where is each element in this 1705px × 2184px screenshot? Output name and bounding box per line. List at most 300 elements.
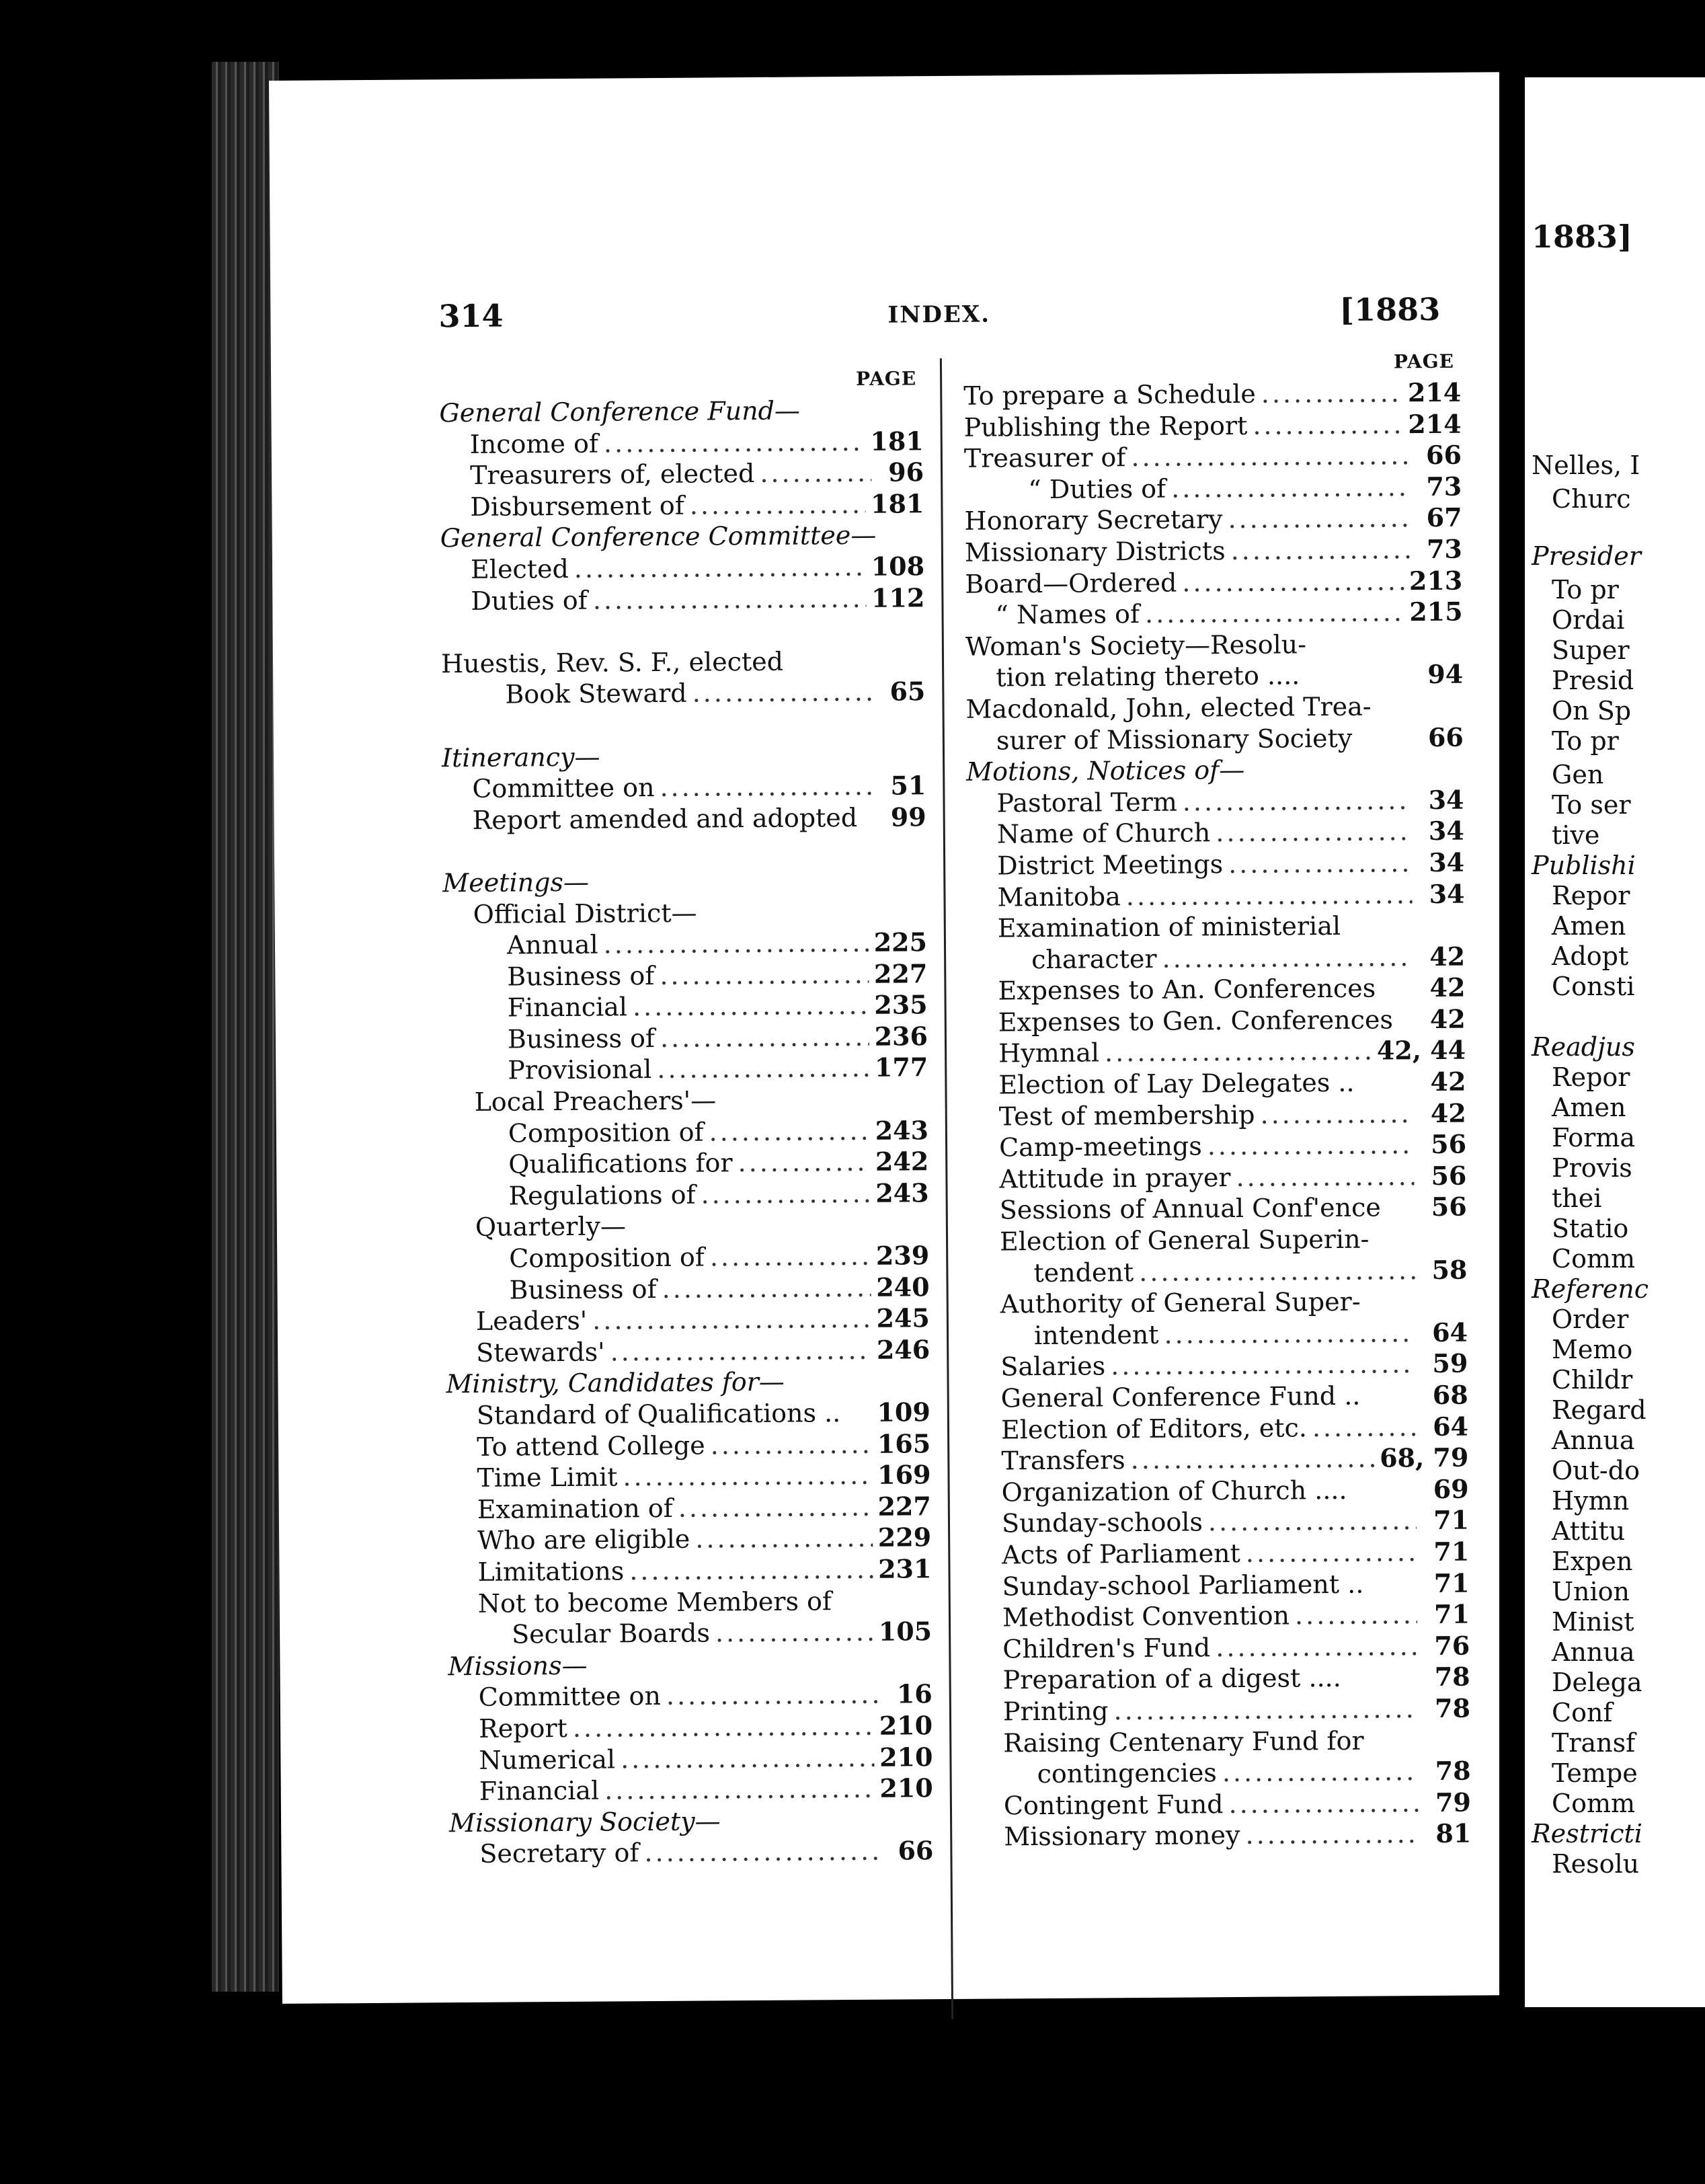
- index-entry-text: Sunday-school Parliament ..: [1002, 1569, 1364, 1602]
- leader-dots: [666, 1679, 880, 1712]
- index-entry-text: character: [1031, 943, 1157, 974]
- index-entry: [442, 770, 926, 805]
- leader-dots: [1222, 1756, 1419, 1789]
- index-entry: [965, 627, 1463, 662]
- index-entry: [967, 878, 1464, 913]
- index-entry-text: Ministry, Candidates for—: [446, 1367, 785, 1399]
- leader-dots: [805, 419, 871, 420]
- index-page-ref: 240: [876, 1271, 930, 1302]
- leader-dots: [662, 1272, 871, 1304]
- index-entry: [967, 941, 1465, 976]
- index-entry-text: Sunday-schools: [1001, 1507, 1203, 1538]
- index-entry: [964, 471, 1462, 506]
- index-spacer: [442, 833, 926, 868]
- index-entry: [973, 1756, 1470, 1791]
- index-page-ref: 56: [1431, 1160, 1467, 1191]
- leader-dots: [593, 1672, 880, 1674]
- leader-dots: [1228, 503, 1409, 535]
- index-page-ref: 109: [877, 1397, 931, 1428]
- index-entry: [966, 722, 1464, 756]
- facing-page-line: Out-do: [1552, 1456, 1640, 1485]
- index-entry-text: Methodist Convention: [1002, 1600, 1290, 1633]
- leader-dots: [703, 920, 875, 921]
- index-list-left: [439, 394, 933, 1870]
- index-entry-text: Expenses to An. Conferences: [998, 973, 1376, 1006]
- facing-page-line: Statio: [1552, 1214, 1629, 1243]
- leader-dots: [660, 771, 873, 804]
- index-entry-text: Name of Church: [996, 818, 1211, 849]
- leader-dots: [738, 1146, 870, 1179]
- leader-dots: [1131, 1443, 1375, 1476]
- index-page-ref: 66: [1425, 439, 1462, 471]
- index-entry-text: Contingent Fund: [1003, 1789, 1224, 1821]
- index-heading: [440, 520, 924, 555]
- leader-dots: [1216, 816, 1412, 849]
- index-page-ref: 42: [1429, 972, 1466, 1003]
- index-page-ref: 112: [871, 582, 925, 613]
- index-page-ref: 59: [1432, 1348, 1468, 1379]
- index-entry: [971, 1411, 1468, 1446]
- index-heading: [442, 739, 926, 774]
- leader-dots: [593, 582, 867, 615]
- index-page-ref: 34: [1429, 847, 1465, 878]
- facing-page-line: Repor: [1552, 881, 1630, 910]
- index-entry: [967, 972, 1465, 1007]
- index-page-ref: 68: [1432, 1379, 1468, 1410]
- index-heading: [449, 1804, 933, 1839]
- index-page-ref: 56: [1431, 1128, 1467, 1160]
- index-page-ref: 34: [1429, 878, 1465, 909]
- leader-dots: [690, 489, 866, 521]
- index-entry: [446, 1459, 930, 1494]
- index-entry: [968, 1003, 1466, 1038]
- index-page-ref: 42: [1429, 941, 1466, 972]
- facing-page: [1525, 77, 1705, 2007]
- index-page-ref: 66: [1427, 722, 1464, 752]
- index-entry: [443, 958, 927, 993]
- leader-dots: [721, 1108, 875, 1109]
- index-entry-text: contingencies: [1037, 1758, 1218, 1789]
- leader-dots: [760, 457, 871, 490]
- index-page-ref: 68, 79: [1379, 1442, 1469, 1473]
- index-entry: [965, 659, 1463, 694]
- index-page-ref: 225: [873, 927, 928, 958]
- index-entry: [969, 1097, 1466, 1132]
- index-entry-text: Composition of: [508, 1117, 704, 1148]
- index-page-ref: 69: [1433, 1473, 1469, 1504]
- index-entry-text: tion relating thereto ....: [996, 660, 1300, 693]
- index-entry-text: Election of Lay Delegates ..: [998, 1067, 1355, 1100]
- index-entry-text: Disbursement of: [470, 490, 684, 522]
- index-entry: [970, 1286, 1468, 1321]
- leader-dots: [1370, 1749, 1419, 1750]
- running-year: [1883: [1339, 290, 1441, 328]
- leader-dots: [1105, 1036, 1372, 1068]
- index-entry-text: Report: [478, 1713, 568, 1744]
- index-entry: [446, 1334, 930, 1369]
- index-entry-text: Missionary money: [1004, 1820, 1240, 1852]
- index-entry: [443, 896, 927, 931]
- facing-page-line: On Sp: [1552, 696, 1632, 726]
- index-entry: [972, 1505, 1469, 1540]
- index-entry: [444, 1083, 928, 1118]
- index-page-ref: 73: [1426, 533, 1463, 564]
- index-entry-text: Duties of: [471, 585, 588, 616]
- leader-dots: [604, 426, 865, 459]
- index-entry: [971, 1442, 1468, 1477]
- index-entry: [969, 1129, 1466, 1164]
- leader-dots: [1305, 684, 1411, 685]
- facing-page-line: Restricti: [1532, 1819, 1642, 1848]
- index-entry-text: Huestis, Rev. S. F., elected: [440, 646, 784, 678]
- index-entry: [963, 377, 1461, 412]
- facing-page-year: 1883]: [1532, 219, 1632, 255]
- leader-dots: [1365, 1404, 1415, 1405]
- facing-page-line: Ordai: [1552, 605, 1625, 635]
- index-entry: [447, 1522, 931, 1557]
- index-entry-text: General Conference Fund—: [439, 395, 801, 428]
- index-entry-text: Official District—: [473, 898, 697, 929]
- facing-page-line: Amen: [1552, 1093, 1626, 1122]
- index-entry-text: Elected: [470, 553, 569, 584]
- index-page-ref: 42: [1430, 1097, 1466, 1128]
- index-page-ref: 181: [870, 425, 924, 457]
- leader-dots: [710, 1241, 871, 1273]
- index-page-ref: 73: [1426, 471, 1462, 502]
- index-page-ref: 76: [1434, 1630, 1470, 1661]
- index-entry-text: “ Names of: [995, 599, 1140, 630]
- index-page-ref: 51: [890, 770, 926, 801]
- index-column-left: [439, 367, 934, 1870]
- index-entry: [965, 565, 1462, 600]
- index-heading: [448, 1647, 932, 1682]
- index-entry: [969, 1223, 1467, 1258]
- index-entry-text: Motions, Notices of—: [966, 755, 1245, 787]
- index-entry: [449, 1772, 933, 1807]
- facing-page-line: To pr: [1552, 726, 1619, 756]
- leader-dots: [726, 1828, 881, 1830]
- index-entry-text: “ Duties of: [1028, 473, 1166, 504]
- facing-page-line: Gen: [1552, 760, 1604, 789]
- index-entry: [445, 1240, 929, 1275]
- index-entry: [972, 1536, 1469, 1571]
- index-page-ref: 246: [876, 1333, 930, 1365]
- leader-dots: [715, 1616, 873, 1649]
- index-entry-text: General Conference Committee—: [440, 520, 877, 553]
- index-page-ref: 210: [879, 1772, 933, 1803]
- page-title: INDEX.: [887, 301, 991, 329]
- leader-dots: [711, 1428, 873, 1460]
- index-entry-text: To prepare a Schedule: [963, 379, 1256, 411]
- facing-page-line: Consti: [1552, 972, 1635, 1001]
- index-entry-text: tendent: [1033, 1257, 1134, 1288]
- index-entry-text: Standard of Qualifications ..: [476, 1398, 841, 1430]
- index-entry: [444, 1146, 928, 1181]
- index-entry-text: Meetings—: [442, 867, 590, 898]
- leader-dots: [1236, 1161, 1414, 1193]
- facing-page-line: Conf: [1552, 1698, 1613, 1727]
- leader-dots: [610, 1335, 871, 1368]
- index-entry-text: Leaders': [475, 1305, 588, 1337]
- index-entry-text: Raising Centenary Fund for: [1003, 1725, 1364, 1758]
- leader-dots: [790, 1390, 878, 1391]
- leader-dots: [1171, 471, 1409, 504]
- index-entry-text: Test of membership: [998, 1099, 1255, 1132]
- index-page-ref: 243: [875, 1114, 929, 1146]
- index-entry-text: Business of: [507, 960, 655, 992]
- facing-page-line: Transf: [1552, 1728, 1636, 1758]
- book-page-edges: [212, 62, 279, 1992]
- index-entry: [441, 676, 925, 711]
- index-entry-text: Hymnal: [998, 1038, 1100, 1068]
- index-page-ref: 181: [870, 488, 924, 519]
- index-entry: [447, 1553, 931, 1588]
- facing-page-line: thei: [1552, 1183, 1602, 1213]
- index-page-ref: 42: [1430, 1066, 1466, 1097]
- index-page-ref: 94: [1427, 658, 1464, 690]
- index-entry: [444, 1052, 928, 1087]
- leader-dots: [1253, 409, 1402, 441]
- facing-page-line: Comm: [1552, 1244, 1636, 1274]
- index-entry-text: Report amended and adopted: [472, 802, 858, 835]
- leader-dots: [629, 1554, 873, 1587]
- index-entry: [969, 1192, 1467, 1226]
- leader-dots: [1245, 1818, 1419, 1850]
- leader-dots: [1208, 1506, 1417, 1538]
- index-entry-text: Honorary Secretary: [964, 504, 1223, 537]
- index-entry-text: Not to become Members of: [477, 1586, 832, 1618]
- index-page-ref: 177: [874, 1052, 928, 1083]
- index-page-ref: 78: [1434, 1661, 1470, 1692]
- index-entry: [964, 502, 1462, 537]
- index-entry-text: Macdonald, John, elected Trea-: [965, 691, 1372, 724]
- index-heading: [439, 394, 923, 429]
- leader-dots: [623, 1460, 872, 1493]
- index-page-ref: 210: [879, 1710, 933, 1741]
- leader-dots: [1230, 534, 1410, 566]
- index-entry: [448, 1616, 932, 1651]
- index-page-ref: 71: [1433, 1567, 1470, 1598]
- index-entry: [967, 910, 1465, 945]
- index-entry-text: Who are eligible: [477, 1524, 690, 1556]
- index-entry-text: Business of: [507, 1023, 656, 1054]
- index-entry: [972, 1630, 1470, 1665]
- page-column-label: PAGE: [856, 367, 917, 390]
- index-entry-text: Missionary Society—: [448, 1806, 721, 1838]
- leader-dots: [1366, 1310, 1415, 1311]
- leader-dots: [678, 1491, 873, 1524]
- index-entry-text: Printing: [1002, 1696, 1109, 1727]
- leader-dots: [1131, 440, 1409, 473]
- index-spacer: [442, 707, 926, 742]
- index-page-ref: 239: [875, 1240, 930, 1271]
- facing-page-line: Publishi: [1532, 851, 1636, 880]
- facing-page-line: Resolu: [1552, 1849, 1640, 1879]
- leader-dots: [1312, 1411, 1416, 1444]
- index-entry: [440, 551, 924, 586]
- index-entry: [444, 1021, 928, 1056]
- index-entry-text: Transfers: [1001, 1445, 1125, 1476]
- index-entry-text: Manitoba: [997, 881, 1121, 912]
- index-page-ref: 71: [1433, 1536, 1470, 1567]
- facing-page-line: Provis: [1552, 1153, 1632, 1183]
- index-entry: [965, 691, 1463, 726]
- index-entry: [968, 1035, 1466, 1070]
- leader-dots: [592, 1303, 871, 1336]
- index-entry: [442, 802, 926, 836]
- index-column-right: [963, 350, 1472, 1853]
- index-entry-text: Qualifications for: [508, 1148, 733, 1179]
- facing-page-line: Order: [1552, 1304, 1629, 1334]
- index-page-ref: 71: [1433, 1504, 1470, 1536]
- facing-page-line: To ser: [1552, 790, 1631, 820]
- index-page-ref: 242: [875, 1146, 929, 1177]
- facing-page-line: Amen: [1552, 911, 1626, 941]
- index-entry: [441, 645, 925, 680]
- leader-dots: [701, 1178, 870, 1210]
- index-entry: [444, 1115, 928, 1150]
- leader-dots: [1295, 1599, 1417, 1631]
- index-entry-text: To attend College: [477, 1430, 705, 1462]
- index-entry: [443, 927, 927, 962]
- index-entry-text: Examination of ministerial: [997, 910, 1341, 943]
- index-page-ref: 165: [877, 1428, 931, 1459]
- index-entry-text: Treasurer of: [963, 442, 1126, 473]
- index-page-ref: 34: [1428, 815, 1464, 847]
- page-column-label: PAGE: [1393, 350, 1455, 373]
- index-entry: [448, 1710, 933, 1745]
- index-entry-text: Quarterly—: [475, 1211, 627, 1243]
- index-page: [269, 72, 1513, 2004]
- leader-dots: [1228, 1787, 1419, 1820]
- index-entry-text: Provisional: [508, 1054, 652, 1086]
- index-entry-text: Limitations: [477, 1556, 625, 1587]
- index-entry-text: Secular Boards: [511, 1618, 711, 1649]
- leader-dots: [1164, 1317, 1415, 1350]
- index-entry: [446, 1428, 930, 1463]
- facing-page-line: Comm: [1552, 1789, 1636, 1818]
- facing-page-line: Minist: [1552, 1607, 1634, 1637]
- index-entry-text: Acts of Parliament: [1002, 1538, 1240, 1570]
- index-entry-text: Stewards': [476, 1337, 605, 1368]
- index-entry: [970, 1317, 1468, 1352]
- index-entry-text: intendent: [1033, 1319, 1159, 1350]
- index-page-ref: 227: [877, 1490, 931, 1522]
- index-entry: [969, 1254, 1467, 1289]
- index-page-ref: 64: [1432, 1411, 1469, 1442]
- index-entry: [974, 1787, 1471, 1822]
- index-entry: [967, 816, 1464, 851]
- index-entry: [445, 1272, 929, 1306]
- index-entry-text: Woman's Society—Resolu-: [965, 629, 1307, 662]
- index-page-ref: 236: [874, 1021, 928, 1052]
- index-entry-text: Organization of Church ....: [1001, 1475, 1347, 1508]
- index-page-ref: 213: [1409, 565, 1463, 596]
- leader-dots: [1353, 1498, 1417, 1499]
- facing-page-line: Hymn: [1552, 1486, 1630, 1516]
- index-entry-text: Preparation of a digest ....: [1002, 1663, 1341, 1695]
- leader-dots: [1346, 934, 1413, 935]
- leader-dots: [604, 1773, 875, 1806]
- page-number: 314: [438, 297, 504, 335]
- index-entry-text: General Conference Fund ..: [1000, 1380, 1361, 1413]
- index-entry-text: Sessions of Annual Conf'ence: [999, 1192, 1381, 1225]
- index-page-ref: 214: [1408, 408, 1462, 439]
- index-entry: [966, 784, 1464, 819]
- index-page-ref: 64: [1431, 1317, 1468, 1348]
- index-page-ref: 108: [871, 551, 925, 582]
- facing-page-line: Presider: [1532, 541, 1641, 571]
- index-entry: [973, 1693, 1470, 1728]
- facing-page-line: tive: [1552, 820, 1600, 850]
- index-entry-text: Committee on: [472, 773, 655, 804]
- index-page-ref: 42: [1429, 1003, 1466, 1034]
- facing-page-line: Super: [1552, 635, 1630, 665]
- index-page-ref: 78: [1434, 1692, 1471, 1723]
- index-page-ref: 58: [1431, 1254, 1468, 1285]
- index-entry-text: Election of Editors, etc.: [1000, 1412, 1308, 1445]
- leader-dots: [657, 1052, 869, 1085]
- facing-page-line: Union: [1552, 1577, 1630, 1606]
- index-entry: [449, 1835, 933, 1870]
- index-entry: [972, 1662, 1470, 1696]
- index-spacer: [441, 613, 925, 648]
- index-entry-text: Publishing the Report: [963, 410, 1248, 442]
- leader-dots: [574, 551, 866, 585]
- index-entry-text: Business of: [509, 1274, 657, 1305]
- index-page-ref: 105: [878, 1616, 933, 1647]
- leader-dots: [631, 1233, 877, 1235]
- index-entry: [972, 1567, 1469, 1602]
- index-entry-text: Salaries: [1000, 1351, 1106, 1382]
- leader-dots: [1182, 566, 1404, 598]
- column-divider: [940, 358, 953, 2019]
- index-page-ref: 229: [877, 1522, 932, 1553]
- leader-dots: [1312, 652, 1411, 653]
- facing-page-line: Attitu: [1552, 1516, 1626, 1546]
- leader-dots: [1111, 1349, 1416, 1382]
- index-page-ref: 66: [898, 1835, 934, 1866]
- index-page-ref: 99: [890, 801, 926, 832]
- leader-dots: [594, 889, 874, 891]
- book-gutter: [1499, 74, 1525, 2011]
- index-entry: [965, 534, 1462, 569]
- index-entry-text: Children's Fund: [1002, 1633, 1211, 1664]
- facing-page-line: Referenc: [1532, 1274, 1649, 1304]
- index-entry-text: Annual: [506, 929, 598, 960]
- index-page-ref: 42, 44: [1376, 1035, 1466, 1066]
- facing-page-line: To pr: [1552, 575, 1619, 604]
- index-entry-text: Financial: [479, 1775, 600, 1807]
- index-entry-text: Committee on: [478, 1681, 662, 1713]
- index-entry-text: Pastoral Term: [996, 787, 1177, 818]
- leader-dots: [1162, 941, 1413, 974]
- index-entry: [448, 1585, 932, 1620]
- index-page-ref: 34: [1428, 784, 1464, 815]
- leader-dots: [1246, 1536, 1417, 1569]
- leader-dots: [1228, 847, 1412, 880]
- index-entry: [440, 426, 924, 461]
- index-page-ref: 169: [877, 1459, 931, 1490]
- leader-dots: [1183, 785, 1412, 818]
- leader-dots: [1145, 596, 1404, 629]
- index-page-ref: 79: [1435, 1787, 1472, 1818]
- index-entry: [445, 1209, 929, 1244]
- index-entry: [448, 1742, 933, 1777]
- index-page-ref: 235: [874, 989, 928, 1021]
- facing-page-line: Adopt: [1552, 941, 1629, 971]
- index-page-ref: 56: [1431, 1192, 1467, 1222]
